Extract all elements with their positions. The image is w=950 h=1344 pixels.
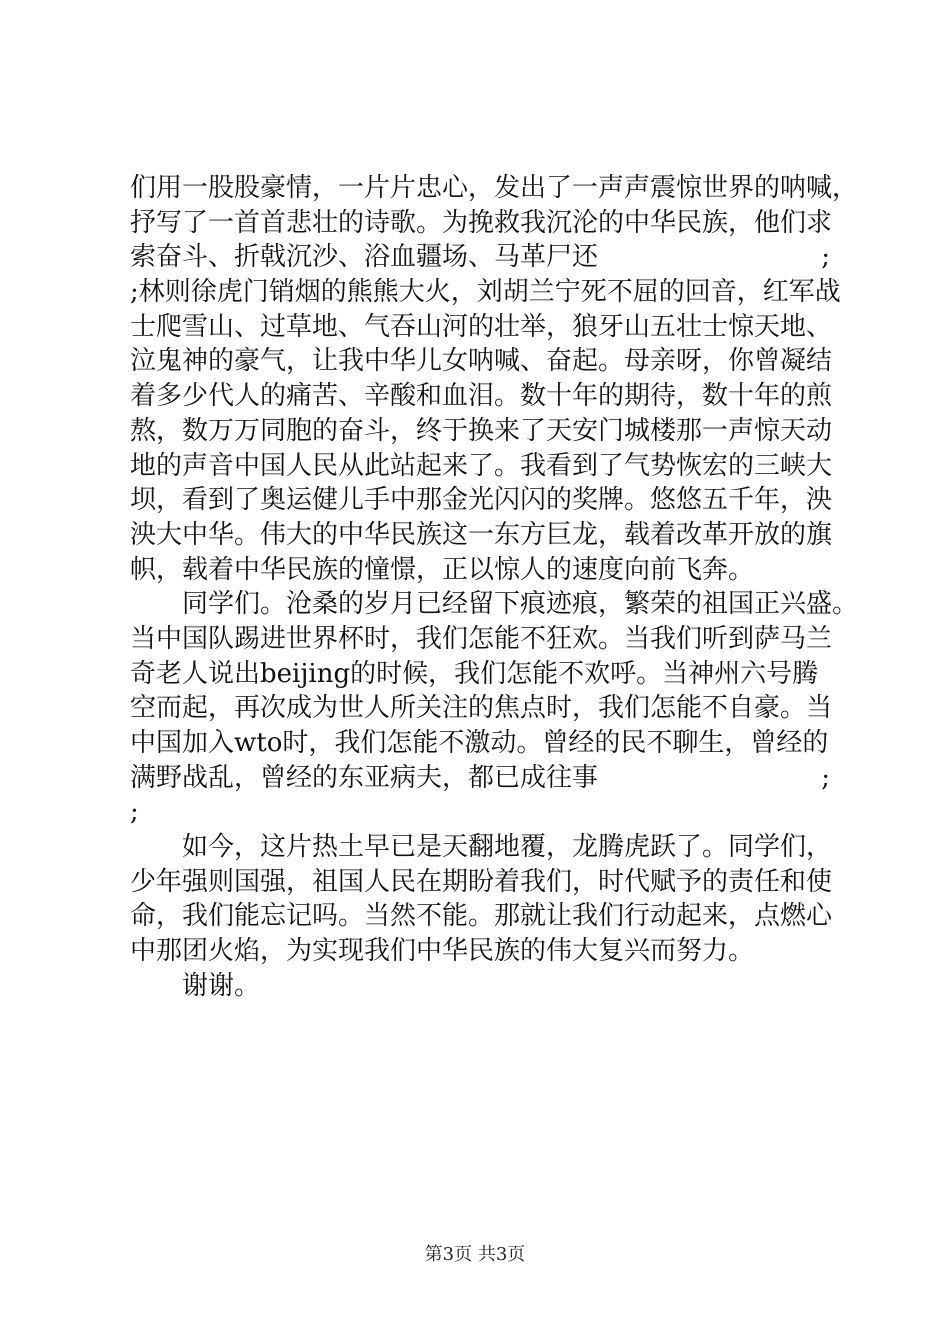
page-number: 第3页 共3页 (424, 1244, 526, 1265)
text-line: 中那团火焰，为实现我们中华民族的伟大复兴而努力。 (130, 936, 755, 967)
text-line: 少年强则国强，祖国人民在期盼着我们，时代赋予的责任和使 (130, 866, 833, 897)
text-line: 泱大中华。伟大的中华民族这一东方巨龙，载着改革开放的旗 (130, 519, 833, 550)
text-line: 当中国队踢进世界杯时，我们怎能不狂欢。当我们听到萨马兰 (130, 623, 833, 654)
text-line-content: 满野战乱，曾经的东亚病夫，都已成往事 (130, 762, 599, 793)
text-line-content: 索奋斗、折戟沉沙、浴血疆场、马革尸还 (130, 242, 599, 273)
text-line (130, 761, 830, 796)
text-line: 坝，看到了奥运健儿手中那金光闪闪的奖牌。悠悠五千年，泱 (130, 485, 833, 516)
text-line: 泣鬼神的豪气，让我中华儿女呐喊、奋起。母亲呀，你曾凝结 (130, 346, 833, 377)
text-line: 们用一股股豪情，一片片忠心，发出了一声声震惊世界的呐喊， (130, 173, 859, 203)
text-line (130, 240, 830, 275)
paragraph-start-line: 如今，这片热土早已是天翻地覆，龙腾虎跃了。同学们， (182, 832, 833, 863)
paragraph-start-line: 同学们。沧桑的岁月已经留下痕迹痕，繁荣的祖国正兴盛。 (182, 589, 859, 620)
text-line: 熬，数万万同胞的奋斗，终于换来了天安门城楼那一声惊天动 (130, 415, 833, 446)
text-line: 抒写了一首首悲壮的诗歌。为挽救我沉沦的中华民族，他们求 (130, 207, 833, 238)
text-line: ; (130, 797, 139, 828)
line-end-semicolon: ; (821, 762, 830, 793)
text-line: 帜，载着中华民族的憧憬，正以惊人的速度向前飞奔。 (130, 554, 755, 585)
text-line: 着多少代人的痛苦、辛酸和血泪。数十年的期待，数十年的煎 (130, 381, 833, 412)
text-line: 命，我们能忘记吗。当然不能。那就让我们行动起来，点燃心 (130, 901, 833, 932)
closing-line: 谢谢。 (182, 970, 261, 1001)
text-line: 地的声音中国人民从此站起来了。我看到了气势恢宏的三峡大 (130, 450, 833, 481)
document-body (130, 171, 859, 1004)
page-footer (0, 1240, 950, 1266)
line-end-semicolon: ; (821, 242, 830, 273)
text-line: 士爬雪山、过草地、气吞山河的壮举，狼牙山五壮士惊天地、 (130, 311, 833, 342)
text-line: 奇老人说出beijing的时候，我们怎能不欢呼。当神州六号腾 (130, 658, 819, 689)
text-line: ;林则徐虎门销烟的熊熊大火，刘胡兰宁死不屈的回音，红军战 (130, 277, 841, 308)
text-line: 中国加入wto时，我们怎能不激动。曾经的民不聊生，曾经的 (130, 728, 829, 758)
text-line: 空而起，再次成为世人所关注的焦点时，我们怎能不自豪。当 (130, 693, 833, 724)
